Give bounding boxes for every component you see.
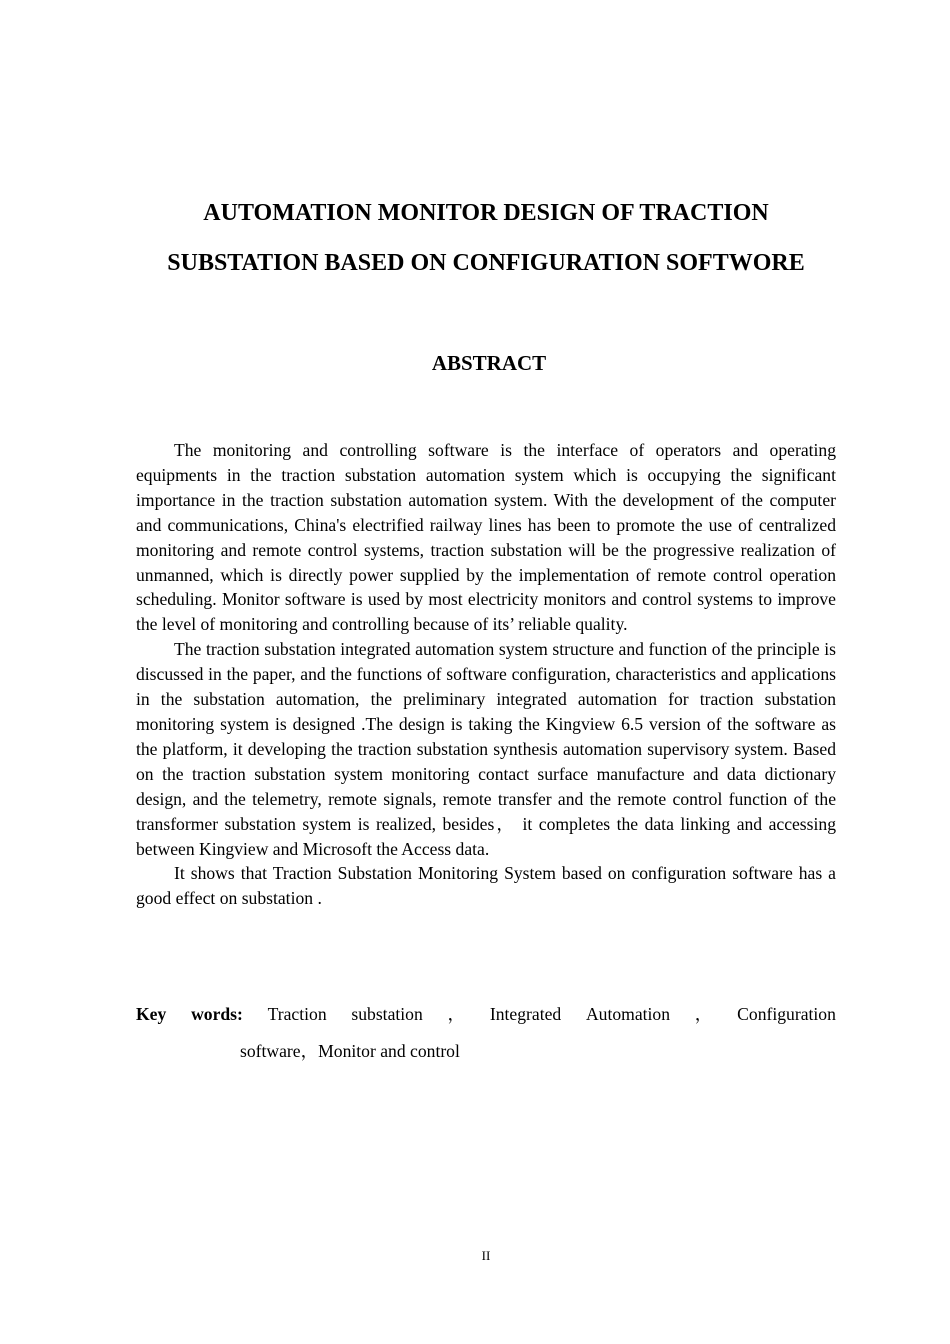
paper-title: [100, 188, 872, 288]
title-line-2: SUBSTATION BASED ON CONFIGURATION SOFTWORE: [167, 250, 805, 276]
abstract-paragraph-2: The traction substation integrated automation system structure and function of the principle is discussed in the paper, and the functions of software configuration, characteristics and applications in the substation automation, the preliminary integrated automation for traction substation monitoring system is designed .The design is taking the Kingview 6.5 version of the software as the platform, it developing the traction substation synthesis automation supervisory system. Based on the traction substation system monitoring contact surface manufacture and data dictionary design, and the telemetry, remote signals, remote transfer and the remote control function of the transformer substation system is realized, besides， it completes the data linking and accessing between Kingview and Microsoft the Access data.: [136, 639, 836, 859]
keyword-term: Traction: [267, 1004, 327, 1024]
abstract-body: [136, 438, 836, 911]
keyword-term: substation: [351, 1004, 423, 1024]
keywords-line-1: [136, 996, 836, 1033]
abstract-paragraph-3: It shows that Traction Substation Monitoring System based on configuration software has a good effect on substation .: [136, 863, 836, 909]
keyword-separator: ，: [694, 1004, 713, 1024]
keyword-term: Automation: [585, 1004, 671, 1024]
page-number: II: [481, 1248, 491, 1263]
keywords-label-words: words:: [191, 1004, 243, 1024]
keyword-separator: ，: [447, 1004, 466, 1024]
title-line-1: AUTOMATION MONITOR DESIGN OF TRACTION: [203, 200, 769, 226]
keyword-term: Configuration: [737, 1004, 836, 1024]
abstract-heading: ABSTRACT: [431, 351, 547, 375]
keywords-line-2: software，Monitor and control: [240, 1041, 460, 1061]
keyword-term: Integrated: [489, 1004, 562, 1024]
abstract-paragraph-1: The monitoring and controlling software is the interface of operators and operating equipments in the traction substation automation system which is occupying the significant importance in the traction substation automation system. With the development of the computer and communications, China's electrified railway lines has been to promote the use of centralized monitoring and remote control systems, traction substation will be the progressive realization of unmanned, which is directly power supplied by the implementation of remote control operation scheduling. Monitor software is used by most electricity monitors and control systems to improve the level of monitoring and controlling because of its’ reliable quality.: [136, 440, 836, 635]
keywords-label-key: Key: [136, 1004, 167, 1024]
keywords-section: [136, 996, 836, 1070]
